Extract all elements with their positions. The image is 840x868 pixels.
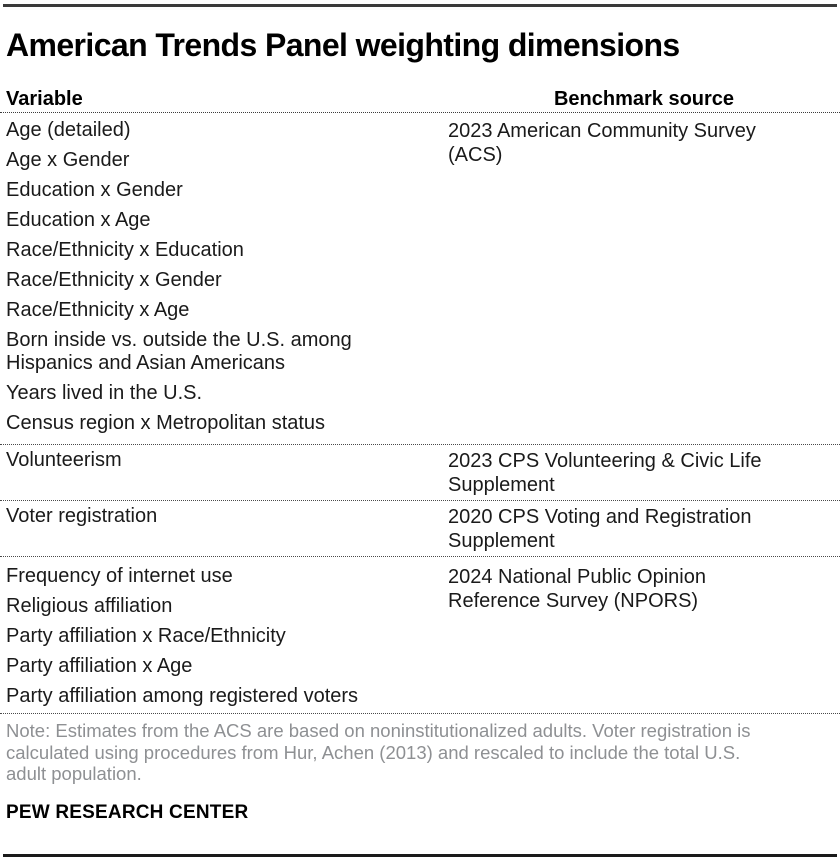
variable-line: Race/Ethnicity x Education (6, 239, 244, 261)
top-rule (3, 4, 837, 7)
variable-row (6, 595, 448, 618)
variable-row (6, 299, 448, 322)
benchmark-line: Supplement (448, 530, 555, 552)
note-line: Note: Estimates from the ACS are based on noninstitutionalized adults. Voter registration is (6, 720, 751, 741)
variable-line: Party affiliation x Age (6, 655, 193, 677)
benchmark-cell (448, 565, 840, 708)
column-header-benchmark: Benchmark source (553, 88, 735, 110)
bottom-rule (3, 854, 837, 857)
benchmark-line: 2024 National Public Opinion (448, 566, 706, 588)
variable-row (6, 565, 448, 588)
benchmark-cell (448, 449, 840, 497)
benchmark-line: 2020 CPS Voting and Registration (448, 506, 752, 528)
variable-line: Race/Ethnicity x Gender (6, 269, 222, 291)
variable-line: Frequency of internet use (6, 565, 233, 587)
page-title: American Trends Panel weighting dimensions (6, 27, 680, 63)
table-body (0, 113, 840, 714)
variable-row (6, 505, 448, 528)
benchmark-cell (448, 119, 840, 435)
variable-row (6, 209, 448, 232)
variable-cell (0, 449, 448, 497)
variable-line: Born inside vs. outside the U.S. among (6, 329, 352, 351)
variable-line: Education x Gender (6, 179, 183, 201)
variable-line: Religious affiliation (6, 595, 173, 617)
benchmark-line: (ACS) (448, 144, 503, 166)
variable-row (6, 329, 448, 375)
table-group (0, 501, 840, 557)
variable-cell (0, 565, 448, 708)
table-group (0, 557, 840, 714)
variable-row (6, 685, 448, 708)
variable-cell (0, 505, 448, 553)
variable-line: Years lived in the U.S. (6, 382, 203, 404)
variable-row (6, 382, 448, 405)
footer-brand: PEW RESEARCH CENTER (6, 801, 249, 823)
variable-line: Education x Age (6, 209, 151, 231)
variable-row (6, 655, 448, 678)
variable-line: Race/Ethnicity x Age (6, 299, 190, 321)
variable-row (6, 119, 448, 142)
table-note (6, 720, 832, 785)
table-group (0, 113, 840, 445)
variable-row (6, 625, 448, 648)
variable-line: Volunteerism (6, 449, 122, 471)
variable-line: Hispanics and Asian Americans (6, 352, 286, 374)
variable-row (6, 179, 448, 202)
variable-row (6, 449, 448, 472)
column-header-variable: Variable (6, 88, 83, 110)
variable-line: Census region x Metropolitan status (6, 412, 326, 434)
variable-line: Party affiliation x Race/Ethnicity (6, 625, 286, 647)
benchmark-line: 2023 American Community Survey (448, 120, 756, 142)
benchmark-line: 2023 CPS Volunteering & Civic Life (448, 450, 762, 472)
table-header-row (0, 89, 840, 113)
variable-line: Age (detailed) (6, 119, 131, 141)
variable-line: Voter registration (6, 505, 158, 527)
variable-cell (0, 119, 448, 435)
variable-line: Age x Gender (6, 149, 130, 171)
variable-row (6, 239, 448, 262)
table-group (0, 445, 840, 501)
variable-line: Party affiliation among registered voters (6, 685, 359, 707)
note-line: adult population. (6, 763, 142, 784)
variable-row (6, 269, 448, 292)
benchmark-line: Supplement (448, 474, 555, 496)
benchmark-cell (448, 505, 840, 553)
variable-row (6, 412, 448, 435)
variable-row (6, 149, 448, 172)
note-line: calculated using procedures from Hur, Achen (2013) and rescaled to include the total U.S. (6, 741, 741, 763)
benchmark-line: Reference Survey (NPORS) (448, 590, 699, 612)
